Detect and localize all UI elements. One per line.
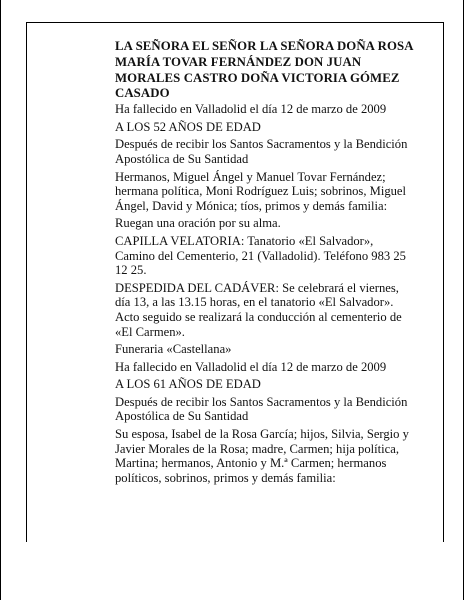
notice-paragraph: Ha fallecido en Valladolid el día 12 de marzo de 2009 — [115, 359, 387, 374]
notice-paragraph: CAPILLA VELATORIA: Tanatorio «El Salvador», Camino del Cementerio, 21 (Valladolid). Teléfono 983 25 12 25. — [115, 233, 406, 278]
notice-paragraph: A LOS 52 AÑOS DE EDAD — [115, 119, 261, 134]
box-right-rule — [443, 22, 444, 542]
notice-paragraph: Su esposa, Isabel de la Rosa García; hijos, Silvia, Sergio y Javier Morales de la Rosa; madre, Carmen; hija política, Martina; hermanos, Antonio y M.ª Carmen; hermanos políticos, sobrinos, primos y demás familia: — [115, 427, 409, 485]
notice-paragraph: DESPEDIDA DEL CADÁVER: Se celebrará el viernes, día 13, a las 13.15 horas, en el tanatorio «El Salvador». Acto seguido se realizará la conducción al cementerio de «El Carmen». — [115, 280, 402, 339]
box-left-rule — [26, 22, 27, 542]
notice-paragraph: Ruegan una oración por su alma. — [115, 216, 281, 231]
obituary-text — [115, 39, 415, 488]
notice-heading: LA SEÑORA EL SEÑOR LA SEÑORA DOÑA ROSA MARÍA TOVAR FERNÁNDEZ DON JUAN MORALES CASTRO DOÑA VICTORIA GÓMEZ CASADO — [115, 39, 413, 101]
notice-paragraph: Ha fallecido en Valladolid el día 12 de marzo de 2009 — [115, 102, 387, 117]
notice-paragraph: Después de recibir los Santos Sacramentos y la Bendición Apostólica de Su Santidad — [115, 137, 408, 166]
notice-paragraph: Funeraria «Castellana» — [115, 342, 232, 357]
box-top-rule — [26, 22, 444, 23]
notice-paragraph: Hermanos, Miguel Ángel y Manuel Tovar Fernández; hermana política, Moni Rodríguez Luis; sobrinos, Miguel Ángel, David y Mónica; tíos, primos y demás familia: — [115, 169, 407, 213]
notice-paragraph: Después de recibir los Santos Sacramentos y la Bendición Apostólica de Su Santidad — [115, 394, 408, 424]
notice-paragraph: A LOS 61 AÑOS DE EDAD — [115, 377, 261, 392]
